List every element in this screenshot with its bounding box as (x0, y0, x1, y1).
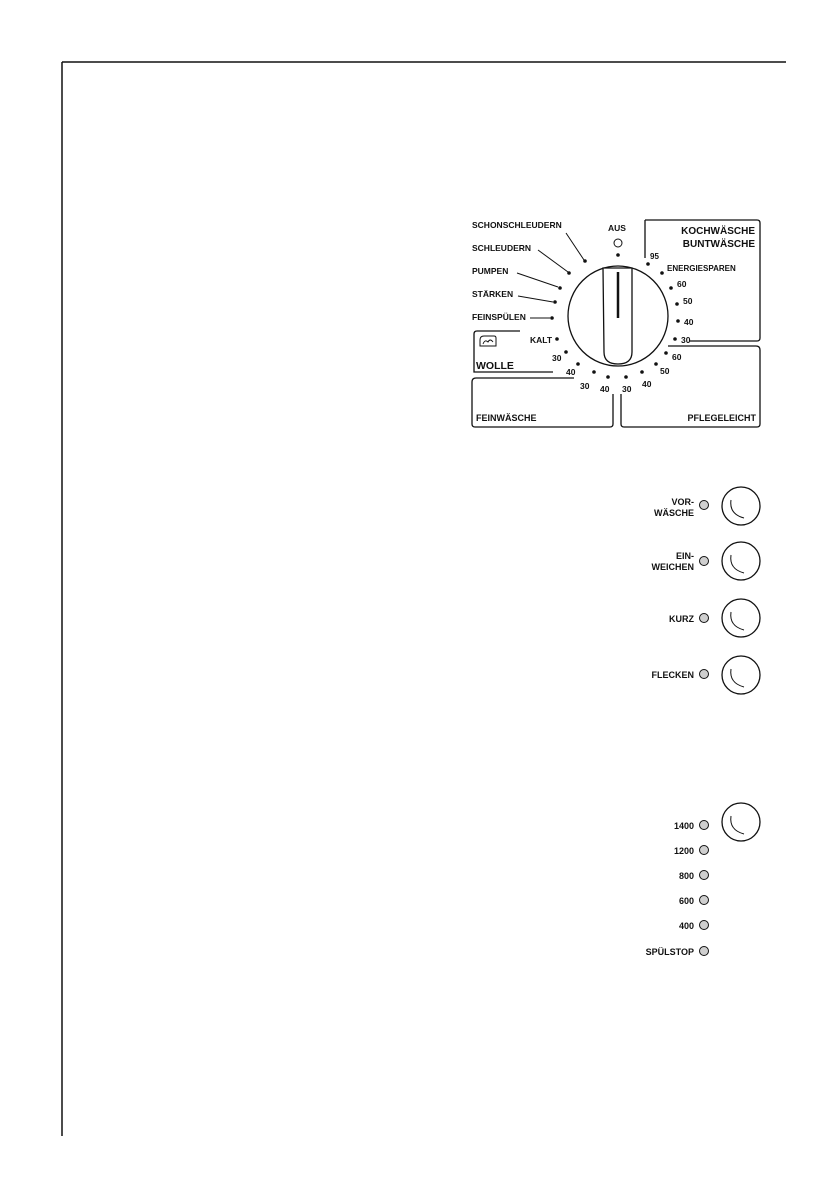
flecken-indicator-light (700, 670, 709, 679)
off-label: AUS (608, 223, 626, 233)
option-label-line: FLECKEN (651, 670, 694, 680)
program-label-staerken: STÄRKEN (472, 289, 514, 299)
wolle-temp-30: 30 (552, 353, 562, 363)
program-label-pumpen: PUMPEN (472, 266, 509, 276)
option-label-line: VOR- (671, 497, 694, 507)
off-indicator (614, 239, 622, 247)
koch-temp-30: 30 (681, 335, 691, 345)
spin-label-1400: 1400 (673, 821, 694, 831)
spin-label-800: 800 (678, 871, 694, 881)
program-label-schleudern: SCHLEUDERN (472, 243, 532, 253)
spin-label-1200: 1200 (673, 846, 694, 856)
kurz-indicator-light (700, 614, 709, 623)
spin-speed-button[interactable] (722, 803, 760, 841)
pflegeleicht-label: PFLEGELEICHT (687, 413, 756, 423)
pflege-temp-30: 30 (622, 384, 632, 394)
dial-dot (616, 253, 620, 257)
pflege-temp-40: 40 (642, 379, 652, 389)
buntwaesche-label: BUNTWÄSCHE (682, 239, 755, 250)
hand-wash-icon (480, 336, 496, 346)
program-label-schonschleudern: SCHONSCHLEUDERN (472, 220, 562, 230)
spin-indicator-light (700, 871, 709, 880)
spin-indicator-light (700, 846, 709, 855)
spin-label-400: 400 (678, 921, 694, 931)
kalt-label: KALT (530, 335, 553, 345)
kurz-button[interactable] (722, 599, 760, 637)
einweichen-indicator-light (700, 557, 709, 566)
spin-speed-selector (646, 803, 760, 957)
kochwaesche-label: KOCHWÄSCHE (681, 226, 755, 237)
koch-temp-95: 95 (650, 252, 659, 261)
koch-energiesparen: ENERGIESPAREN (667, 264, 736, 273)
option-flecken (652, 656, 761, 694)
option-label-line: EIN- (676, 551, 694, 561)
program-label-feinspuelen: FEINSPÜLEN (472, 312, 526, 322)
wolle-temp-40: 40 (566, 367, 576, 377)
vorwaesche-indicator-light (700, 501, 709, 510)
option-label-line: WÄSCHE (654, 508, 694, 518)
spin-indicator-light (700, 947, 709, 956)
spin-label-600: 600 (678, 896, 694, 906)
einweichen-button[interactable] (722, 542, 760, 580)
spin-label-spuelstop: SPÜLSTOP (645, 947, 694, 957)
fein-temp-40: 40 (600, 384, 610, 394)
option-einweichen (652, 542, 761, 580)
option-buttons (652, 487, 761, 694)
option-label-line: WEICHEN (651, 562, 694, 572)
flecken-button[interactable] (722, 656, 760, 694)
spin-indicator-light (700, 921, 709, 930)
option-vorwaesche (654, 487, 760, 525)
spin-indicator-light (700, 821, 709, 830)
koch-temp-60: 60 (677, 279, 687, 289)
vorwaesche-button[interactable] (722, 487, 760, 525)
program-selector (472, 220, 760, 427)
koch-temp-40: 40 (684, 317, 694, 327)
koch-temp-50: 50 (683, 296, 693, 306)
option-kurz (669, 599, 760, 637)
fein-temp-30: 30 (580, 381, 590, 391)
pflege-temp-50: 50 (660, 366, 670, 376)
spin-indicator-light (700, 896, 709, 905)
option-label-line: KURZ (669, 614, 694, 624)
wolle-label: WOLLE (476, 360, 514, 372)
feinwaesche-label: FEINWÄSCHE (476, 413, 537, 423)
pflege-temp-60: 60 (672, 352, 682, 362)
